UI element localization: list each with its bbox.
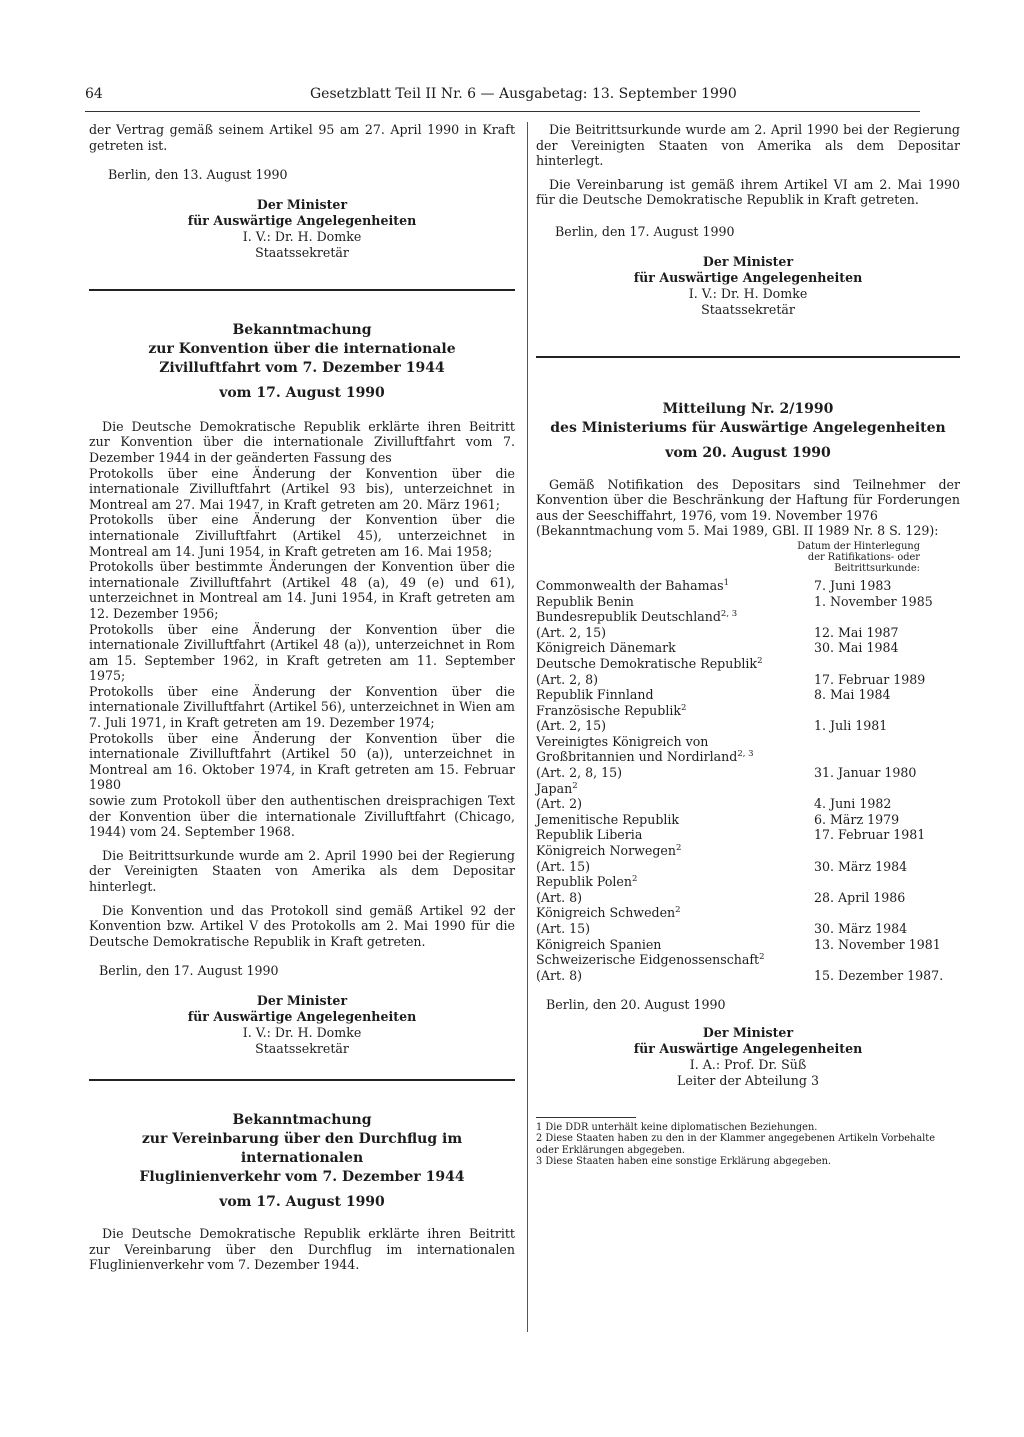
- announcement-civil-aviation: [89, 321, 515, 1057]
- column-header-line: der Ratifikations- oder: [807, 551, 920, 563]
- announcement-paragraph: Die Deutsche Demokratische Republik erklärte ihren Beitritt zur Vereinbarung über den Durchflug im internationalen Fluglinienverkehr vom 7. Dezember 1944.: [89, 1225, 515, 1273]
- article-reference: (Art. 8): [536, 967, 583, 983]
- state-name: Vereinigtes Königreich von Großbritannien und Nordirland: [536, 733, 738, 765]
- deposit-date: 12. Mai 1987: [814, 624, 899, 640]
- signature-title: Der Minister: [256, 992, 348, 1008]
- table-row: [536, 812, 960, 828]
- signature-ministry: für Auswärtige Angelegenheiten: [187, 1008, 417, 1024]
- deposit-date: 8. Mai 1984: [814, 687, 891, 703]
- announcement-heading: Bekanntmachung: [232, 321, 372, 338]
- place-date: Berlin, den 13. August 1990: [108, 167, 288, 183]
- deposit-date: 31. Januar 1980: [814, 765, 917, 781]
- state-name: Königreich Spanien: [536, 936, 662, 952]
- protocol-item: Protokolls über eine Änderung der Konvention über die internationale Zivilluftfahrt (Artikel 93 bis), unterzeichnet in Montreal am 27. Mai 1947, in Kraft getreten am 20. März 1961;: [89, 465, 515, 512]
- deposit-date: 28. April 1986: [814, 889, 906, 905]
- state-cell: [536, 656, 806, 687]
- state-name: Jemenitische Republik: [536, 811, 680, 827]
- state-name: Deutsche Demokratische Republik: [536, 655, 758, 671]
- state-name: Republik Finnland: [536, 687, 654, 703]
- state-cell: [536, 609, 806, 640]
- notice-date: vom 20. August 1990: [665, 444, 831, 461]
- announcement-subject-line-1: zur Vereinbarung über den Durchflug im internationalen: [141, 1130, 463, 1166]
- table-row: [536, 905, 960, 936]
- signature-ministry: für Auswärtige Angelegenheiten: [187, 212, 417, 228]
- footnote-marker: 2, 3: [720, 608, 738, 619]
- signature-name: I. A.: Prof. Dr. Süß: [689, 1056, 807, 1072]
- article-reference: (Art. 15): [536, 858, 591, 874]
- signature-block: [536, 254, 960, 318]
- deposit-date: 30. März 1984: [814, 858, 908, 874]
- page-header: [85, 86, 935, 108]
- signature-name: I. V.: Dr. H. Domke: [242, 1024, 362, 1040]
- state-name: Japan: [536, 780, 573, 796]
- state-cell: [536, 703, 806, 734]
- state-cell: [536, 640, 806, 656]
- state-name: Republik Liberia: [536, 827, 643, 843]
- protocol-item: Protokolls über eine Änderung der Konvention über die internationale Zivilluftfahrt (Artikel 48 (a)), unterzeichnet in Rom am 15. September 1962, in Kraft getreten am 11. September 1975;: [89, 621, 515, 684]
- table-row: [536, 640, 960, 656]
- place-date: Berlin, den 17. August 1990: [99, 963, 279, 979]
- deposit-date: 17. Februar 1981: [814, 827, 926, 843]
- article-reference: (Art. 15): [536, 921, 591, 936]
- left-column: [89, 122, 515, 1273]
- announcement-date: vom 17. August 1990: [219, 384, 385, 401]
- table-row: [536, 937, 960, 953]
- announcement-paragraph: Die Konvention und das Protokoll sind gemäß Artikel 92 der Konvention bzw. Artikel V des Protokolls am 2. Mai 1990 für die Deutsche Demokratische Republik in Kraft getreten.: [89, 902, 515, 949]
- deposit-date: 1. November 1985: [814, 593, 933, 609]
- state-cell: [536, 874, 806, 905]
- footnote: 3 Diese Staaten haben eine sonstige Erklärung abgegeben.: [536, 1156, 832, 1168]
- protocol-item: Protokolls über eine Änderung der Konvention über die internationale Zivilluftfahrt (Artikel 50 (a)), unterzeichnet in Montreal am 16. Oktober 1974, in Kraft getreten am 15. Februar 1980: [89, 730, 515, 793]
- table-row: [536, 594, 960, 610]
- deposit-date: 4. Juni 1982: [814, 796, 892, 812]
- notice-reference: (Bekanntmachung vom 5. Mai 1989, GBl. II 1989 Nr. 8 S. 129):: [536, 523, 939, 539]
- footnote-marker: 2: [757, 655, 763, 666]
- footnote-marker: 2: [675, 905, 681, 916]
- footnote-marker: 2: [572, 780, 578, 791]
- table-row: [536, 843, 960, 874]
- running-title: Gesetzblatt Teil II Nr. 6 — Ausgabetag: 13. September 1990: [310, 86, 737, 102]
- table-row: [536, 874, 960, 905]
- footnote-marker: 2: [632, 874, 638, 885]
- table-row: [536, 827, 960, 843]
- column-header-line: Datum der Hinterlegung: [797, 540, 920, 552]
- state-cell: [536, 905, 806, 936]
- state-name: Königreich Norwegen: [536, 843, 677, 859]
- signature-ministry: für Auswärtige Angelegenheiten: [633, 269, 863, 285]
- state-cell: [536, 827, 806, 843]
- deposit-date: 7. Juni 1983: [814, 577, 892, 593]
- article-reference: (Art. 2): [536, 796, 583, 812]
- announcement-overflight: [89, 1111, 515, 1273]
- state-name: Bundesrepublik Deutschland: [536, 609, 721, 625]
- signature-role: Staatssekretär: [255, 1040, 349, 1056]
- notice-section: [536, 400, 960, 1168]
- signature-title: Der Minister: [256, 196, 348, 212]
- right-column: [536, 122, 960, 1168]
- announcement-heading: Bekanntmachung: [232, 1111, 372, 1128]
- state-cell: [536, 578, 806, 594]
- deposit-date: 13. November 1981: [814, 936, 941, 952]
- protocol-item: Protokolls über eine Änderung der Konvention über die internationale Zivilluftfahrt (Artikel 45), unterzeichnet in Montreal am 14. Juni 1954, in Kraft getreten am 16. Mai 1958;: [89, 512, 515, 559]
- state-cell: [536, 594, 806, 610]
- announcement-subject-line-2: Zivilluftfahrt vom 7. Dezember 1944: [159, 359, 445, 376]
- states-table: [536, 578, 960, 983]
- signature-title: Der Minister: [702, 253, 794, 269]
- page-number: 64: [85, 86, 103, 102]
- column-divider: [527, 122, 528, 1332]
- footnote: 2 Diese Staaten haben zu den in der Klammer angegebenen Artikeln Vorbehalte oder Erklärungen abgegeben.: [536, 1133, 936, 1156]
- table-row: [536, 952, 960, 983]
- table-row: [536, 656, 960, 687]
- state-cell: [536, 812, 806, 828]
- footnote-marker: 2, 3: [737, 749, 754, 760]
- table-row: [536, 734, 960, 781]
- notice-issuer: des Ministeriums für Auswärtige Angelegenheiten: [550, 419, 946, 436]
- state-cell: [536, 781, 806, 812]
- deposit-date: 6. März 1979: [814, 811, 900, 827]
- deposit-date: 17. Februar 1989: [814, 671, 926, 687]
- article-reference: (Art. 2, 8, 15): [536, 765, 623, 781]
- notice-paragraph: Gemäß Notifikation des Depositars sind Teilnehmer der Konvention über die Beschränkung der Haftung für Forderungen aus der Seeschiffahrt, 1976, vom 19. November 1976: [536, 476, 960, 523]
- signature-block: [536, 1025, 960, 1089]
- deposit-date: 30. März 1984: [814, 921, 908, 936]
- article-reference: (Art. 2, 15): [536, 718, 607, 734]
- footnote-marker: 2: [681, 702, 687, 713]
- state-name: Schweizerische Eidgenossenschaft: [536, 952, 760, 968]
- footnote-rule: [536, 1117, 636, 1118]
- protocol-item: Protokolls über bestimmte Änderungen der Konvention über die internationale Zivilluftfahrt (Artikel 48 (a), 49 (e) und 61), unterzeichnet in Montreal am 14. Juni 1954, in Kraft getreten am 12. Dezember 1956;: [89, 559, 515, 621]
- continued-paragraph: Die Vereinbarung ist gemäß ihrem Artikel VI am 2. Mai 1990 für die Deutsche Demokratische Republik in Kraft getreten.: [536, 176, 960, 208]
- table-row: [536, 578, 960, 594]
- continued-paragraph: Die Beitrittsurkunde wurde am 2. April 1990 bei der Regierung der Vereinigten Staaten von Amerika als dem Depositar hinterlegt.: [536, 122, 960, 169]
- signature-block: [89, 993, 515, 1057]
- announcement-subject-line-2: Fluglinienverkehr vom 7. Dezember 1944: [139, 1168, 465, 1185]
- article-reference: (Art. 2, 15): [536, 624, 607, 640]
- signature-name: I. V.: Dr. H. Domke: [688, 285, 808, 301]
- deposit-date: 1. Juli 1981: [814, 718, 888, 734]
- state-name: Königreich Schweden: [536, 905, 676, 921]
- column-header-line: Beitrittsurkunde:: [834, 562, 920, 574]
- deposit-date: 30. Mai 1984: [814, 640, 899, 656]
- table-row: [536, 703, 960, 734]
- article-reference: (Art. 2, 8): [536, 671, 599, 687]
- state-name: Republik Benin: [536, 593, 634, 609]
- place-date: Berlin, den 20. August 1990: [546, 997, 726, 1013]
- state-cell: [536, 952, 806, 983]
- intro-paragraph: der Vertrag gemäß seinem Artikel 95 am 27. April 1990 in Kraft getreten ist.: [89, 122, 515, 153]
- state-name: Republik Polen: [536, 874, 632, 890]
- state-cell: [536, 734, 806, 781]
- footnote-marker: 1: [723, 577, 729, 588]
- signature-name: I. V.: Dr. H. Domke: [242, 228, 362, 244]
- deposit-date: 15. Dezember 1987.: [814, 967, 944, 983]
- state-cell: [536, 687, 806, 703]
- notice-heading: Mitteilung Nr. 2/1990: [662, 400, 834, 417]
- footnote-marker: 2: [676, 842, 682, 853]
- footnote-marker: 2: [759, 952, 765, 962]
- header-rule: [85, 111, 920, 112]
- announcement-paragraph: Die Beitrittsurkunde wurde am 2. April 1990 bei der Regierung der Vereinigten Staaten von Amerika als dem Depositar hinterlegt.: [89, 847, 515, 894]
- table-column-header: [536, 541, 960, 574]
- state-name: Commonwealth der Bahamas: [536, 577, 724, 593]
- article-reference: (Art. 8): [536, 889, 583, 905]
- signature-ministry: für Auswärtige Angelegenheiten: [633, 1040, 863, 1056]
- protocol-item: sowie zum Protokoll über den authentischen dreisprachigen Text der Konvention über die internationale Zivilluftfahrt (Chicago, 1944) vom 24. September 1968.: [89, 793, 515, 840]
- signature-role: Staatssekretär: [701, 301, 795, 317]
- announcement-subject-line-1: zur Konvention über die internationale: [148, 340, 456, 357]
- protocol-item: Protokolls über eine Änderung der Konvention über die internationale Zivilluftfahrt (Artikel 56), unterzeichnet in Wien am 7. Juli 1971, in Kraft getreten am 19. Dezember 1974;: [89, 683, 515, 731]
- state-name: Königreich Dänemark: [536, 640, 676, 656]
- place-date: Berlin, den 17. August 1990: [555, 223, 735, 239]
- signature-block: [89, 197, 515, 261]
- state-cell: [536, 843, 806, 874]
- table-row: [536, 609, 960, 640]
- announcement-paragraph: Die Deutsche Demokratische Republik erklärte ihren Beitritt zur Konvention über die internationale Zivilluftfahrt vom 7. Dezember 1944 in der geänderten Fassung des: [89, 418, 515, 465]
- signature-role: Leiter der Abteilung 3: [677, 1072, 819, 1088]
- announcement-date: vom 17. August 1990: [219, 1193, 385, 1210]
- state-name: Französische Republik: [536, 702, 682, 718]
- state-cell: [536, 937, 806, 953]
- signature-title: Der Minister: [702, 1024, 794, 1040]
- signature-role: Staatssekretär: [255, 244, 349, 260]
- footnote: 1 Die DDR unterhält keine diplomatischen Beziehungen.: [536, 1121, 818, 1133]
- table-row: [536, 687, 960, 703]
- table-row: [536, 781, 960, 812]
